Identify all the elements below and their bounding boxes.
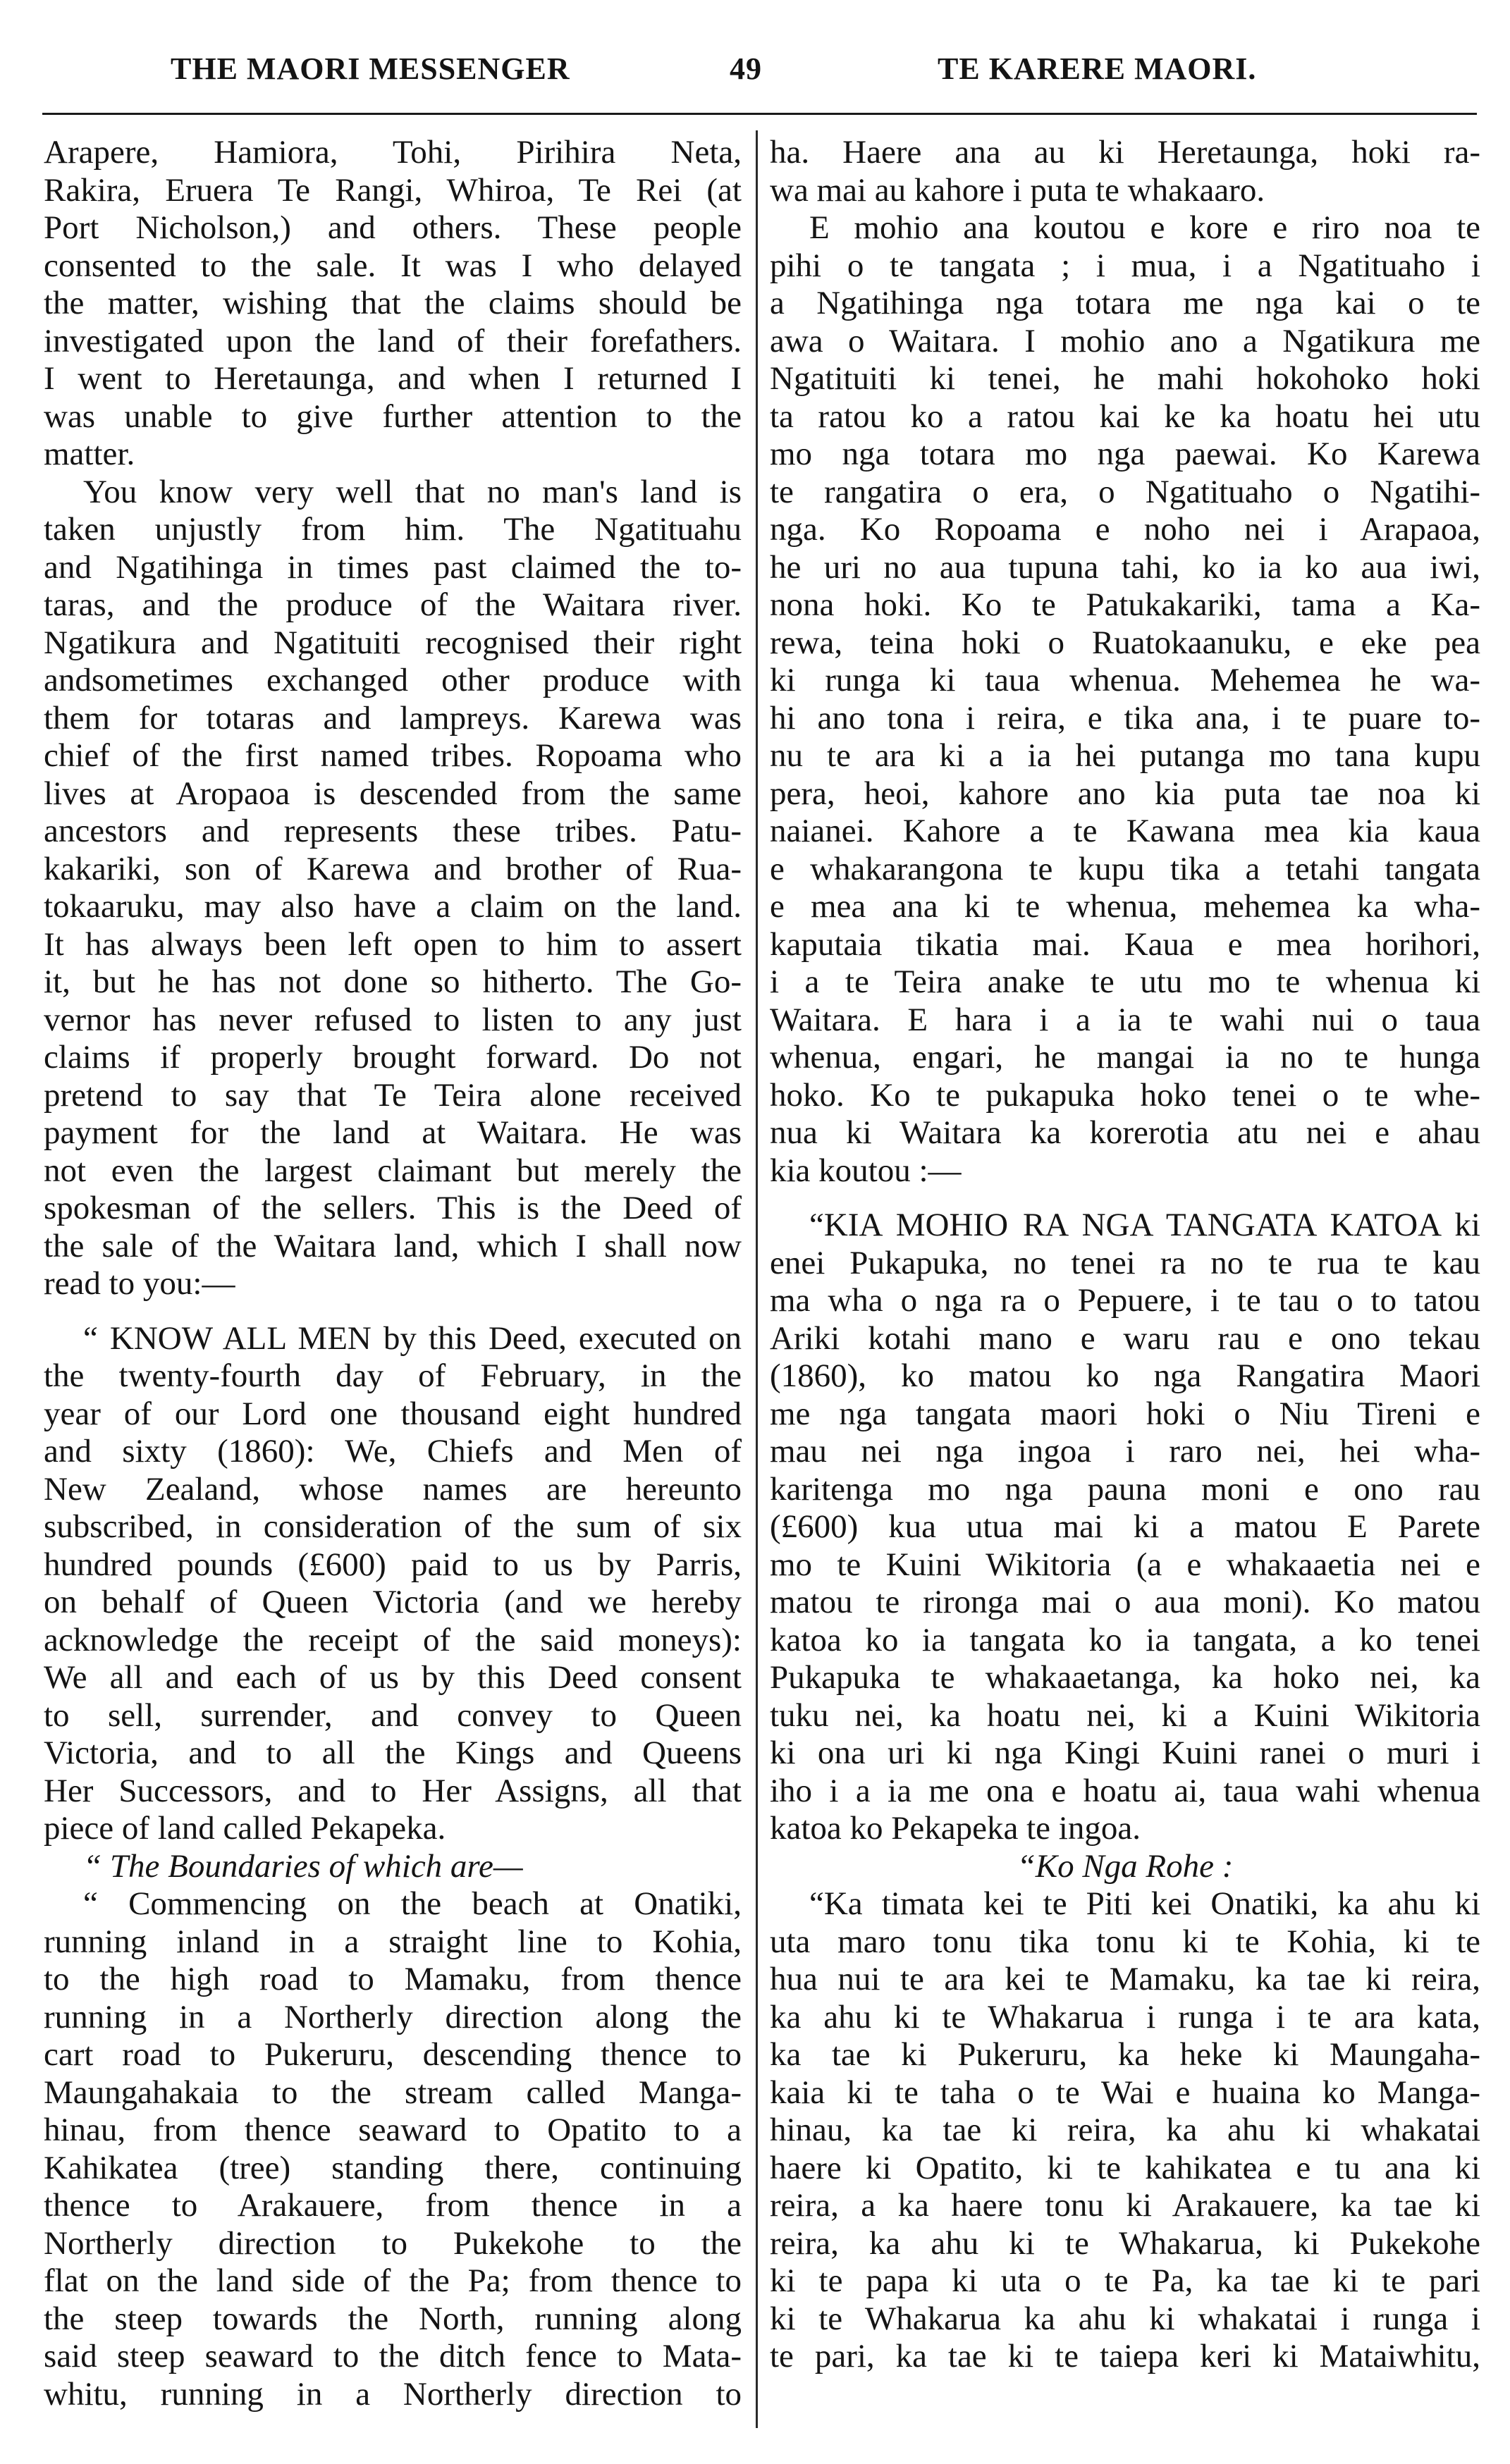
maori-text-line: mau nei nga ingoa i raro nei, hei wha- (770, 1433, 1480, 1470)
english-text-line: spokesman of the sellers. This is the Deed of (44, 1190, 742, 1226)
maori-text-line: matou te rironga mai o aua moni). Ko matou (770, 1584, 1480, 1620)
header-title-english: THE MAORI MESSENGER (171, 51, 570, 86)
english-text-line: payment for the land at Waitara. He was (44, 1114, 742, 1151)
maori-text-line: pera, heoi, kahore ano kia puta tae noa ki (770, 775, 1480, 812)
english-text-line: consented to the sale. It was I who delayed (44, 247, 742, 284)
maori-text-line: Ngatituiti ki tenei, he mahi hokohoko hoki (770, 360, 1480, 397)
english-text-line: thence to Arakauere, from thence in a (44, 2187, 742, 2224)
english-text-line: them for totaras and lampreys. Karewa was (44, 699, 742, 737)
maori-text-line: katoa ko Pekapeka te ingoa. (770, 1810, 1141, 1847)
maori-text-line: reira, a ka haere tonu ki Arakauere, ka tae ki (770, 2187, 1480, 2224)
english-text-line: New Zealand, whose names are hereunto (44, 1470, 742, 1508)
english-text-line: the steep towards the North, running along (44, 2300, 742, 2337)
maori-text-line: naianei. Kahore a te Kawana mea kia kaua (770, 813, 1480, 849)
maori-text-line: karitenga mo nga pauna moni e ono rau (770, 1470, 1480, 1508)
english-text-line: chief of the first named tribes. Ropoama who (44, 737, 742, 774)
english-text-line: taken unjustly from him. The Ngatituahu (44, 511, 742, 548)
maori-text-line: rewa, teina hoki o Ruatokaanuku, e eke pea (770, 624, 1480, 661)
maori-text-line: ka ahu ki te Whakarua i runga i te ara kata, (770, 1998, 1480, 2035)
page-number: 49 (730, 51, 762, 86)
english-text-line: and sixty (1860): We, Chiefs and Men of (44, 1433, 742, 1470)
maori-text-line: (1860), ko matou ko nga Rangatira Maori (770, 1357, 1480, 1394)
header-rule (42, 113, 1477, 115)
maori-text-line: e mea ana ki te whenua, mehemea ka wha- (770, 888, 1480, 925)
maori-text-line: iho i a ia me ona e hoatu ai, taua wahi whenua (770, 1772, 1480, 1809)
english-text-line: Kahikatea (tree) standing there, continuing (44, 2149, 742, 2186)
english-text-line: Ngatikura and Ngatituiti recognised their right (44, 624, 742, 661)
english-text-line: the twenty-fourth day of February, in the (44, 1357, 742, 1394)
english-text-line: taras, and the produce of the Waitara river. (44, 586, 742, 623)
english-text-line: on behalf of Queen Victoria (and we hereby (44, 1584, 742, 1620)
english-text-line: Northerly direction to Pukekohe to the (44, 2224, 742, 2262)
english-text-line: flat on the land side of the Pa; from thence to (44, 2262, 742, 2299)
english-text-line: Victoria, and to all the Kings and Queens (44, 1735, 742, 1771)
paragraph-gap (770, 1190, 1480, 1207)
maori-column (770, 134, 1480, 2376)
english-text-line: pretend to say that Te Teira alone received (44, 1076, 742, 1114)
maori-text-line: ki ona uri ki nga Kingi Kuini ranei o muri i (770, 1735, 1480, 1771)
english-text-line: and Ngatihinga in times past claimed the to- (44, 548, 742, 586)
maori-text-line: ki te papa ki uta o te Pa, ka tae ki te pari (770, 2262, 1480, 2299)
english-text-line: whitu, running in a Northerly direction to (44, 2375, 742, 2413)
maori-text-line: uta maro tonu tika tonu ki te Kohia, ki te (770, 1923, 1480, 1960)
english-text-line: investigated upon the land of their forefathers. (44, 322, 742, 359)
english-text-line: read to you:— (44, 1265, 235, 1302)
english-text-line: “ The Boundaries of which are— (83, 1847, 523, 1885)
paragraph-gap (44, 1303, 742, 1320)
column-divider (756, 130, 758, 2428)
maori-text-line: ki runga ki taua whenua. Mehemea he wa- (770, 662, 1480, 698)
maori-text-line: ka tae ki Pukeruru, ka heke ki Maungaha- (770, 2036, 1480, 2073)
maori-text-line: mo te Kuini Wikitoria (a e whakaaetia nei e (770, 1546, 1480, 1583)
maori-text-line: kaia ki te taha o te Wai e huaina ko Manga- (770, 2074, 1480, 2111)
english-text-line: said steep seaward to the ditch fence to Mata- (44, 2338, 742, 2374)
maori-text-line: whenua, engari, he mangai ia no te hunga (770, 1039, 1480, 1076)
english-text-line: it, but he has not done so hitherto. The Go- (44, 963, 742, 1000)
english-text-line: to sell, surrender, and convey to Queen (44, 1696, 742, 1734)
header-title-maori: TE KARERE MAORI. (938, 51, 1257, 86)
maori-text-line: ha. Haere ana au ki Heretaunga, hoki ra- (770, 134, 1480, 171)
page-header (0, 44, 1510, 93)
english-text-line: piece of land called Pekapeka. (44, 1810, 446, 1847)
maori-text-line: a Ngatihinga nga totara me nga kai o te (770, 285, 1480, 321)
maori-text-line: kaputaia tikatia mai. Kaua e mea horihori, (770, 925, 1480, 963)
english-text-line: We all and each of us by this Deed consent (44, 1659, 742, 1696)
english-text-line: Her Successors, and to Her Assigns, all that (44, 1772, 742, 1809)
english-text-line: I went to Heretaunga, and when I returned I (44, 360, 742, 397)
maori-text-line: nona hoki. Ko te Patukakariki, tama a Ka- (770, 586, 1480, 623)
english-text-line: not even the largest claimant but merely the (44, 1152, 742, 1189)
maori-text-line: kia koutou :— (770, 1152, 962, 1189)
english-text-line: “ Commencing on the beach at Onatiki, (83, 1885, 742, 1922)
maori-text-line: E mohio ana koutou e kore e riro noa te (809, 209, 1480, 246)
maori-text-line: tuku nei, ka hoatu nei, ki a Kuini Wikitoria (770, 1696, 1480, 1734)
english-column (44, 134, 742, 2413)
maori-text-line: awa o Waitara. I mohio ano a Ngatikura me (770, 322, 1480, 359)
english-text-line: Arapere, Hamiora, Tohi, Pirihira Neta, (44, 134, 742, 171)
maori-text-line: Ariki kotahi mano e waru rau e ono tekau (770, 1319, 1480, 1357)
maori-text-line: enei Pukapuka, no tenei ra no te rua te kau (770, 1244, 1480, 1281)
english-text-line: claims if properly brought forward. Do not (44, 1039, 742, 1076)
english-text-line: lives at Aropaoa is descended from the same (44, 775, 742, 812)
english-text-line: matter. (44, 436, 135, 472)
english-text-line: to the high road to Mamaku, from thence (44, 1961, 742, 1997)
english-text-line: year of our Lord one thousand eight hundred (44, 1395, 742, 1432)
maori-text-line: pihi o te tangata ; i mua, i a Ngatituaho i (770, 247, 1480, 284)
english-text-line: subscribed, in consideration of the sum of six (44, 1508, 742, 1545)
maori-text-line: Waitara. E hara i a ia te wahi nui o taua (770, 1001, 1480, 1038)
maori-text-line: “KIA MOHIO RA NGA TANGATA KATOA ki (809, 1207, 1480, 1243)
english-text-line: “ KNOW ALL MEN by this Deed, executed on (83, 1319, 742, 1357)
maori-text-line: reira, ka ahu ki te Whakarua, ki Pukekohe (770, 2224, 1480, 2262)
maori-text-line: hoko. Ko te pukapuka hoko tenei o te whe- (770, 1076, 1480, 1114)
maori-text-line: nga. Ko Ropoama e noho nei i Arapaoa, (770, 511, 1480, 548)
maori-text-line: he uri no aua tupuna tahi, ko ia ko aua iwi, (770, 548, 1480, 586)
english-text-line: acknowledge the receipt of the said moneys): (44, 1621, 742, 1658)
english-text-line: tokaaruku, may also have a claim on the land. (44, 888, 742, 925)
english-text-line: ancestors and represents these tribes. Patu- (44, 813, 742, 849)
maori-text-line: katoa ko ia tangata ko ia tangata, a ko tenei (770, 1621, 1480, 1658)
english-text-line: Rakira, Eruera Te Rangi, Whiroa, Te Rei (at (44, 171, 742, 209)
english-text-line: running inland in a straight line to Kohia, (44, 1923, 742, 1960)
maori-text-line: ma wha o nga ra o Pepuere, i te tau o to tatou (770, 1282, 1480, 1319)
maori-text-line: i a te Teira anake te utu mo te whenua ki (770, 963, 1480, 1000)
maori-text-line: mo nga totara mo nga paewai. Ko Karewa (770, 436, 1480, 472)
english-text-line: Maungahakaia to the stream called Manga- (44, 2074, 742, 2111)
maori-text-line: te rangatira o era, o Ngatituaho o Ngatihi- (770, 473, 1480, 510)
maori-text-line: e whakarangona te kupu tika a tetahi tangata (770, 850, 1480, 887)
english-text-line: It has always been left open to him to assert (44, 925, 742, 963)
english-text-line: andsometimes exchanged other produce with (44, 662, 742, 698)
maori-text-line: “Ka timata kei te Piti kei Onatiki, ka ahu ki (809, 1885, 1480, 1922)
maori-text-line: ta ratou ko a ratou kai ke ka hoatu hei utu (770, 398, 1480, 435)
maori-text-line: (£600) kua utua mai ki a matou E Parete (770, 1508, 1480, 1545)
maori-text-line: hua nui te ara kei te Mamaku, ka tae ki reira, (770, 1961, 1480, 1997)
english-text-line: the matter, wishing that the claims should be (44, 285, 742, 321)
maori-text-line: “Ko Nga Rohe : (1017, 1847, 1234, 1885)
maori-text-line: haere ki Opatito, ki te kahikatea e tu ana ki (770, 2149, 1480, 2186)
english-text-line: was unable to give further attention to the (44, 398, 742, 435)
english-text-line: You know very well that no man's land is (83, 473, 742, 510)
maori-text-line: te pari, ka tae ki te taiepa keri ki Mataiwhitu, (770, 2338, 1480, 2374)
maori-text-line: Pukapuka te whakaaetanga, ka hoko nei, ka (770, 1659, 1480, 1696)
english-text-line: the sale of the Waitara land, which I shall now (44, 1227, 742, 1264)
english-text-line: cart road to Pukeruru, descending thence to (44, 2036, 742, 2073)
maori-text-line: nua ki Waitara ka korerotia atu nei e ahau (770, 1114, 1480, 1151)
maori-text-line: wa mai au kahore i puta te whakaaro. (770, 171, 1265, 209)
maori-text-line: me nga tangata maori hoki o Niu Tireni e (770, 1395, 1480, 1432)
english-text-line: hinau, from thence seaward to Opatito to a (44, 2112, 742, 2148)
maori-text-line: hinau, ka tae ki reira, ka ahu ki whakatai (770, 2112, 1480, 2148)
maori-text-line: ki te Whakarua ka ahu ki whakatai i runga i (770, 2300, 1480, 2337)
english-text-line: hundred pounds (£600) paid to us by Parris, (44, 1546, 742, 1583)
english-text-line: vernor has never refused to listen to any just (44, 1001, 742, 1038)
english-text-line: Port Nicholson,) and others. These people (44, 209, 742, 246)
maori-text-line: hi ano tona i reira, e tika ana, i te puare to- (770, 699, 1480, 737)
maori-text-line: nu te ara ki a ia hei putanga mo tana kupu (770, 737, 1480, 774)
english-text-line: running in a Northerly direction along the (44, 1998, 742, 2035)
english-text-line: kakariki, son of Karewa and brother of Rua- (44, 850, 742, 887)
